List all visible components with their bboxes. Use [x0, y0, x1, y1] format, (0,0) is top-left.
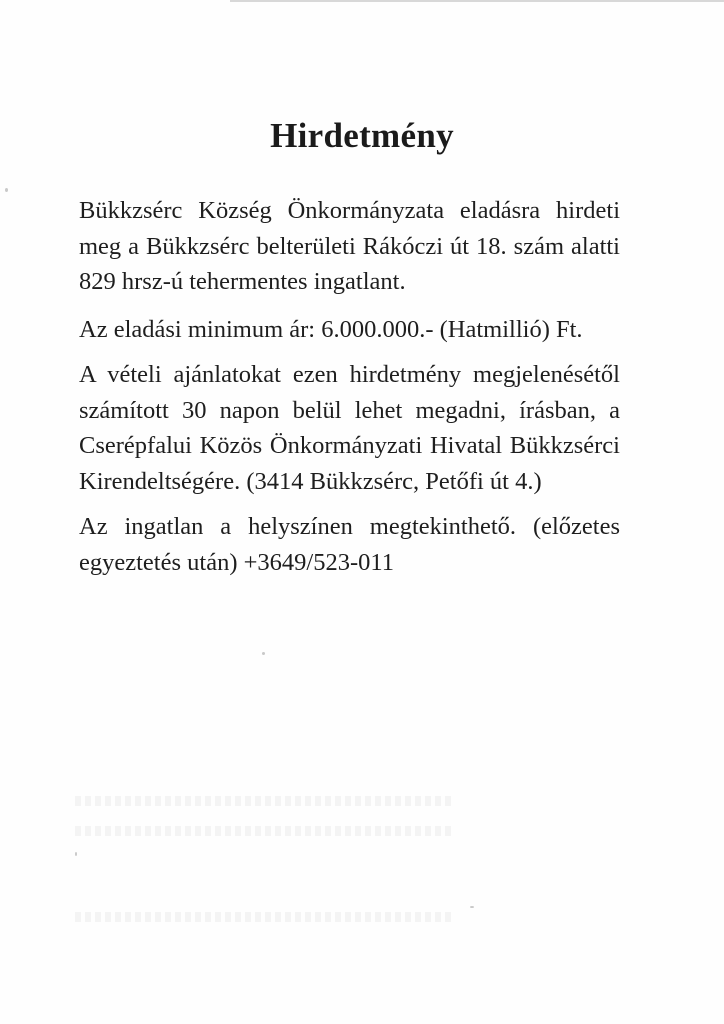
bleed-through	[75, 912, 455, 922]
paragraph-offer-submission: A vételi ajánlatokat ezen hirdetmény megjelenésétől számított 30 napon belül lehet megadni, írásban, a Cserépfalui Közös Önkormányzati Hivatal Bükkzsérci Kirendeltségére. (3414 Bükkzsérc, Petőfi út 4.)	[79, 361, 620, 495]
bleed-through	[75, 796, 455, 806]
paragraph-minimum-price: Az eladási minimum ár: 6.000.000.- (Hatmillió) Ft.	[79, 315, 583, 343]
document-title: Hirdetmény	[270, 116, 454, 156]
scan-speck	[75, 852, 77, 856]
bleed-through	[75, 826, 455, 836]
paragraph-viewing-contact: Az ingatlan a helyszínen megtekinthető. (előzetes egyeztetés után) +3649/523-011	[79, 513, 620, 576]
paragraph-sale-announcement: Bükkzsérc Község Önkormányzata eladásra hirdeti meg a Bükkzsérc belterületi Rákóczi út 18. szám alatti 829 hrsz-ú tehermentes ingatlant.	[79, 197, 620, 295]
scan-speck	[262, 652, 265, 655]
document-body	[79, 193, 620, 590]
page-top-edge	[230, 0, 724, 2]
scan-speck	[470, 906, 474, 908]
scan-speck	[5, 188, 8, 192]
